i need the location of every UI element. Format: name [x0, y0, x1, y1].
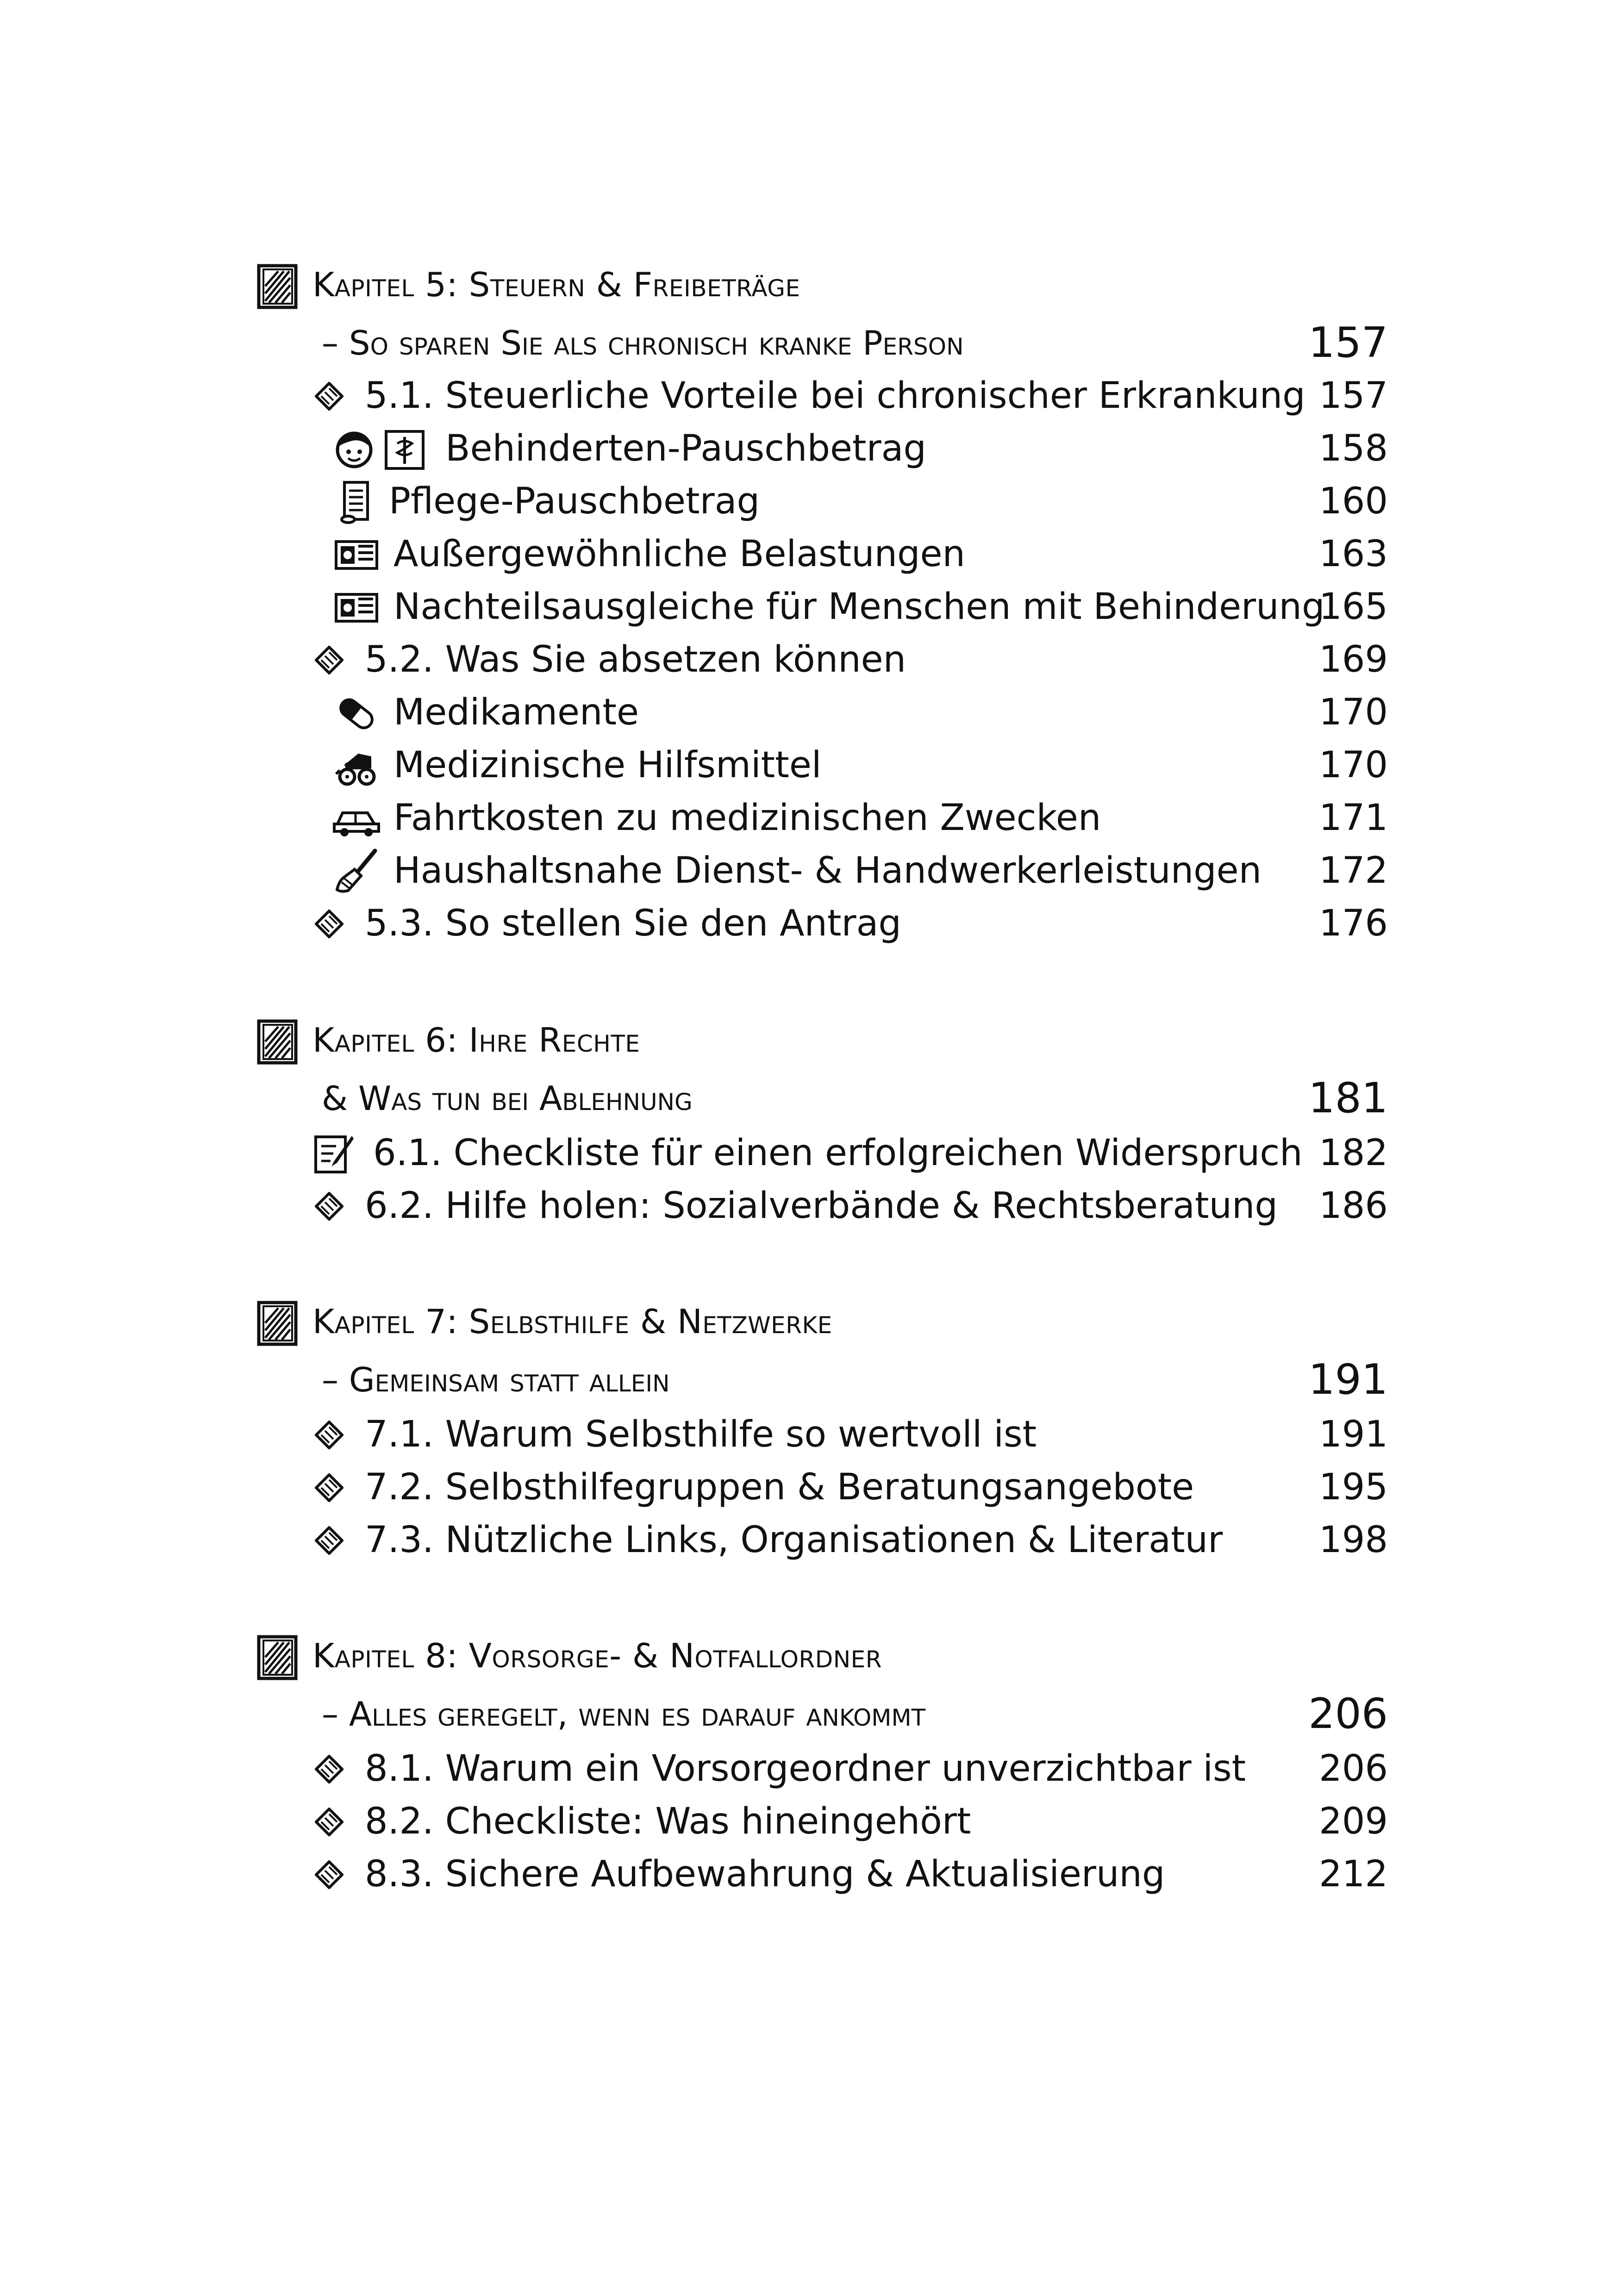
toc-entry[interactable]: [0, 581, 1624, 632]
brush-icon: [334, 848, 379, 894]
toc-entry[interactable]: [0, 370, 1624, 421]
page-number: 169: [1319, 639, 1388, 680]
entry-text: 7.1. Warum Selbsthilfe so wertvoll ist: [365, 1414, 1037, 1455]
page-number: 182: [1319, 1132, 1388, 1174]
toc-entry[interactable]: [0, 423, 1624, 474]
diamond-icon: [315, 1755, 344, 1784]
diamond-icon: [315, 646, 344, 674]
entry-text: 5.3. So stellen Sie den Antrag: [365, 903, 901, 944]
chapter-8-title-row: [0, 1630, 1624, 1681]
entry-text: Nachteilsausgleiche für Menschen mit Behinderung: [394, 586, 1325, 628]
diamond-icon: [315, 1473, 344, 1502]
memo-icon: [313, 1132, 355, 1175]
chapter-title: Kapitel 8: Vorsorge- & Notfallordner: [312, 1636, 882, 1675]
diamond-icon: [315, 910, 344, 938]
diamond-icon: [315, 1860, 344, 1889]
toc-entry[interactable]: [0, 1462, 1624, 1513]
chapter-title: Kapitel 5: Steuern & Freibeträge: [312, 265, 800, 304]
toc-entry[interactable]: [0, 1180, 1624, 1231]
entry-text: 7.3. Nützliche Links, Organisationen & Literatur: [365, 1519, 1223, 1561]
money-icon: [334, 539, 379, 571]
chapter-title: Kapitel 6: Ihre Rechte: [312, 1021, 640, 1060]
diamond-icon: [315, 1421, 344, 1449]
scroll-icon: [338, 480, 371, 524]
entry-text: 6.1. Checkliste für einen erfolgreichen Widerspruch: [373, 1132, 1303, 1174]
entry-text: 8.2. Checkliste: Was hineingehört: [365, 1801, 971, 1842]
entry-text: Medizinische Hilfsmittel: [394, 744, 822, 786]
toc-entry[interactable]: [0, 1128, 1624, 1179]
toc-entry[interactable]: [0, 476, 1624, 527]
toc-entry[interactable]: [0, 898, 1624, 949]
diamond-icon: [315, 1808, 344, 1836]
chapter-subtitle: – So sparen Sie als chronisch kranke Person: [322, 324, 964, 362]
toc-entry[interactable]: [0, 792, 1624, 843]
wheelchair-icon: [334, 747, 379, 786]
toc-entry[interactable]: [0, 1743, 1624, 1794]
toc-entry[interactable]: [0, 529, 1624, 580]
page-number: 163: [1319, 533, 1388, 575]
page-number: 195: [1319, 1466, 1388, 1508]
page-number: 170: [1319, 692, 1388, 733]
page-number: 191: [1319, 1414, 1388, 1455]
page-number: 206: [1308, 1690, 1388, 1738]
toc-entry[interactable]: [0, 1515, 1624, 1565]
chapter-subtitle: – Gemeinsam statt allein: [322, 1360, 670, 1399]
page-number: 198: [1319, 1519, 1388, 1561]
page-number: 176: [1319, 903, 1388, 944]
chapter-7-subtitle-row: [0, 1354, 1624, 1405]
toc-entry[interactable]: [0, 1849, 1624, 1900]
page-number: 191: [1308, 1355, 1388, 1404]
entry-text: 8.1. Warum ein Vorsorgeordner unverzichtbar ist: [365, 1748, 1246, 1790]
book-icon: [257, 264, 300, 310]
entry-text: Fahrtkosten zu medizinischen Zwecken: [394, 797, 1101, 839]
chapter-title: Kapitel 7: Selbsthilfe & Netzwerke: [312, 1302, 832, 1341]
page-number: 157: [1319, 375, 1388, 417]
page-number: 165: [1319, 586, 1388, 628]
entry-text: Medikamente: [394, 692, 639, 733]
chapter-7-title-row: [0, 1296, 1624, 1347]
car-icon: [332, 806, 381, 837]
money-icon: [334, 592, 379, 624]
chapter-5-subtitle-row: [0, 318, 1624, 368]
pill-icon: [335, 693, 378, 734]
chapter-8-subtitle-row: [0, 1689, 1624, 1740]
entry-text: 5.1. Steuerliche Vorteile bei chronischer Erkrankung: [365, 375, 1305, 417]
person-face-icon: [334, 429, 374, 469]
page-number: 172: [1319, 850, 1388, 892]
entry-text: 5.2. Was Sie absetzen können: [365, 639, 906, 680]
book-icon: [257, 1635, 300, 1681]
page-number: 160: [1319, 480, 1388, 522]
medical-staff-icon: [383, 429, 426, 471]
page-number: 158: [1319, 428, 1388, 469]
page-number: 181: [1308, 1074, 1388, 1123]
page-number: 209: [1319, 1801, 1388, 1842]
page-number: 212: [1319, 1853, 1388, 1895]
entry-text: Pflege-Pauschbetrag: [389, 480, 760, 522]
chapter-5-title-row: [0, 259, 1624, 310]
toc-entry[interactable]: [0, 1409, 1624, 1460]
toc-entry[interactable]: [0, 845, 1624, 896]
page-number: 157: [1308, 318, 1388, 367]
page-number: 170: [1319, 744, 1388, 786]
page-number: 206: [1319, 1748, 1388, 1790]
diamond-icon: [315, 382, 344, 411]
entry-text: 7.2. Selbsthilfegruppen & Beratungsangebote: [365, 1466, 1194, 1508]
entry-text: Behinderten-Pauschbetrag: [445, 428, 926, 469]
diamond-icon: [315, 1192, 344, 1221]
page-number: 171: [1319, 797, 1388, 839]
chapter-6-title-row: [0, 1015, 1624, 1066]
diamond-icon: [315, 1526, 344, 1555]
toc-entry[interactable]: [0, 687, 1624, 738]
book-icon: [257, 1019, 300, 1066]
entry-text: 8.3. Sichere Aufbewahrung & Aktualisierung: [365, 1853, 1165, 1895]
toc-entry[interactable]: [0, 634, 1624, 685]
entry-text: Haushaltsnahe Dienst- & Handwerkerleistungen: [394, 850, 1262, 892]
chapter-6-subtitle-row: [0, 1073, 1624, 1124]
entry-text: 6.2. Hilfe holen: Sozialverbände & Rechtsberatung: [365, 1185, 1278, 1227]
entry-text: Außergewöhnliche Belastungen: [394, 533, 965, 575]
chapter-subtitle: – Alles geregelt, wenn es darauf ankommt: [322, 1695, 926, 1734]
book-icon: [257, 1301, 300, 1347]
toc-entry[interactable]: [0, 740, 1624, 791]
page-number: 186: [1319, 1185, 1388, 1227]
chapter-subtitle: & Was tun bei Ablehnung: [322, 1079, 693, 1118]
toc-entry[interactable]: [0, 1796, 1624, 1847]
